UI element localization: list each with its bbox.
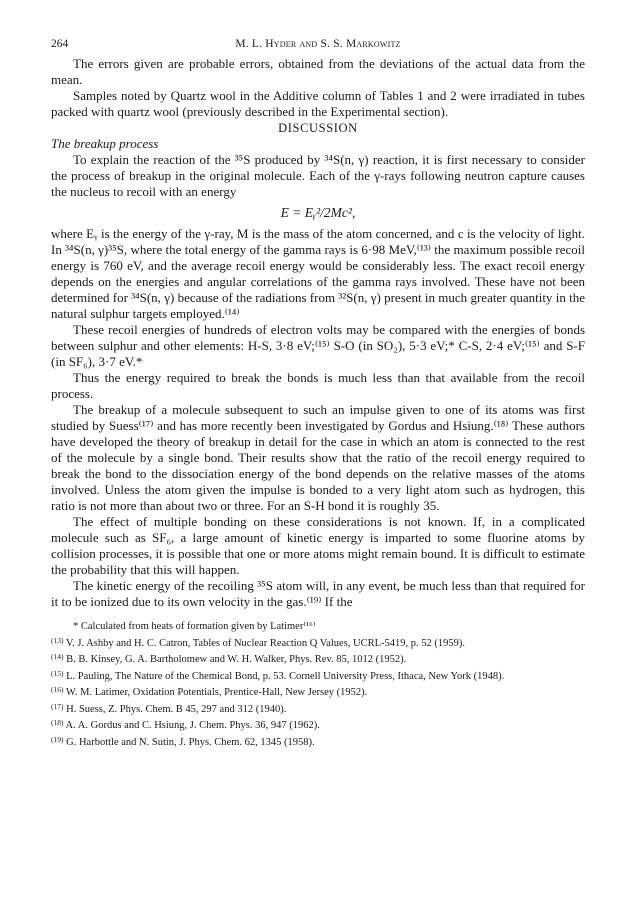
reference-list xyxy=(51,634,585,750)
page-number: 264 xyxy=(51,38,69,50)
paragraph-multiple-bonding: The effect of multiple bonding on these considerations is not known. If, in a complicated molecule such as SF₆, a large amount of kinetic energy is imparted to some fluorine atoms by collision processes, it is possible that one or more atoms might remain bound. It is difficult to estimate the probability that this will happen. xyxy=(51,514,585,577)
reference-item xyxy=(51,716,585,733)
paragraph-kinetic-energy: The kinetic energy of the recoiling ³⁵S atom will, in any event, be much less than that required for it to be ionized due to its own velocity in the gas.⁽¹⁹⁾ If the xyxy=(51,578,585,609)
reference-item xyxy=(51,733,585,750)
running-title: M. L. Hyder and S. S. Markowitz xyxy=(235,38,401,50)
section-heading-discussion: DISCUSSION xyxy=(278,121,358,135)
paragraph-errors: The errors given are probable errors, obtained from the deviations of the actual data from the mean. xyxy=(51,56,585,87)
reference-text: A. A. Gordus and C. Hsiung, J. Chem. Phys. 36, 947 (1962). xyxy=(63,720,320,731)
paragraph-recoil-energy: where Eᵧ is the energy of the γ-ray, M is the mass of the atom concerned, and c is the velocity of light. In ³⁴S(n, γ)³⁵S, where the total energy of the gamma rays is 6·98 MeV,⁽¹³⁾ the maximum possible recoil energy is 760 eV, and the average recoil energy would be considerably less. The exact recoil energy depends on the energies and angular correlations of the gamma rays involved. These have not been determined for ³⁴S(n, γ) because of the radiations from ³²S(n, γ) present in much greater quantity in the natural sulphur targets employed.⁽¹⁴⁾ xyxy=(51,226,585,321)
reference-mark: (19) xyxy=(51,734,64,744)
reference-item xyxy=(51,650,585,667)
paragraph-breakup-theory: The breakup of a molecule subsequent to such an impulse given to one of its atoms was first studied by Suess⁽¹⁷⁾ and has more recently been investigated by Gordus and Hsiung.⁽¹⁸⁾ These authors have developed the theory of breakup in detail for the case in which an atom is connected to the rest of the molecule by a single bond. Their results show that the ratio of the recoil energy required to break the bond to the dissociation energy of the bond depends on the relative masses of the atoms involved. Unless the atom given the impulse is bonded to a very light atom such as hydrogen, this ratio is not more than about two or three. For an S-H bond it is roughly 35. xyxy=(51,402,585,513)
paragraph-bond-energies: These recoil energies of hundreds of electron volts may be compared with the energies of bonds between sulphur and other elements: H-S, 3·8 eV;⁽¹⁵⁾ S-O (in SO₂), 5·3 eV;* C-S, 2·4 eV;⁽¹⁵⁾ and S-F (in SF₆), 3·7 eV.* xyxy=(51,322,585,369)
reference-item xyxy=(51,634,585,651)
reference-text: V. J. Ashby and H. C. Catron, Tables of Nuclear Reaction Q Values, UCRL-5419, p. 52 (1959). xyxy=(63,637,466,649)
reference-mark: (17) xyxy=(51,701,64,711)
reference-text: H. Suess, Z. Phys. Chem. B 45, 297 and 312 (1940). xyxy=(63,703,287,715)
reference-mark: (18) xyxy=(51,718,64,727)
reference-text: G. Harbottle and N. Sutin, J. Phys. Chem. 62, 1345 (1958). xyxy=(63,736,315,748)
reference-text: B. B. Kinsey, G. A. Bartholomew and W. H. Walker, Phys. Rev. 85, 1012 (1952). xyxy=(63,654,407,665)
footnote-star: * Calculated from heats of formation given by Latimer⁽¹⁶⁾ xyxy=(73,621,316,632)
paragraph-samples: Samples noted by Quartz wool in the Additive column of Tables 1 and 2 were irradiated in tubes packed with quartz wool (previously described in the Experimental section). xyxy=(51,88,585,119)
reference-mark: (14) xyxy=(51,652,64,661)
footnotes xyxy=(51,620,585,749)
paragraph-breakup-intro: To explain the reaction of the ³⁵S produced by ³⁴S(n, γ) reaction, it is first necessary to consider the process of breakup in the original molecule. Each of the γ-rays following neutron capture causes the nucleus to recoil with an energy xyxy=(51,152,585,199)
reference-text: W. M. Latimer, Oxidation Potentials, Prentice-Hall, New Jersey (1952). xyxy=(63,687,368,698)
paragraph-energy-comparison: Thus the energy required to break the bonds is much less than that available from the recoil process. xyxy=(51,370,585,401)
reference-text: L. Pauling, The Nature of the Chemical Bond, p. 53. Cornell University Press, Ithaca, New York (1948). xyxy=(63,670,505,682)
reference-item xyxy=(51,700,585,717)
reference-mark: (13) xyxy=(51,635,64,645)
reference-mark: (15) xyxy=(51,668,64,678)
reference-item xyxy=(51,683,585,700)
subheading-breakup-process: The breakup process xyxy=(51,136,159,151)
paper-page xyxy=(51,38,585,749)
recoil-energy-equation: E = Eᵧ²/2Mc², xyxy=(280,205,356,220)
running-header xyxy=(51,38,585,56)
reference-item xyxy=(51,667,585,684)
reference-mark: (16) xyxy=(51,685,64,694)
